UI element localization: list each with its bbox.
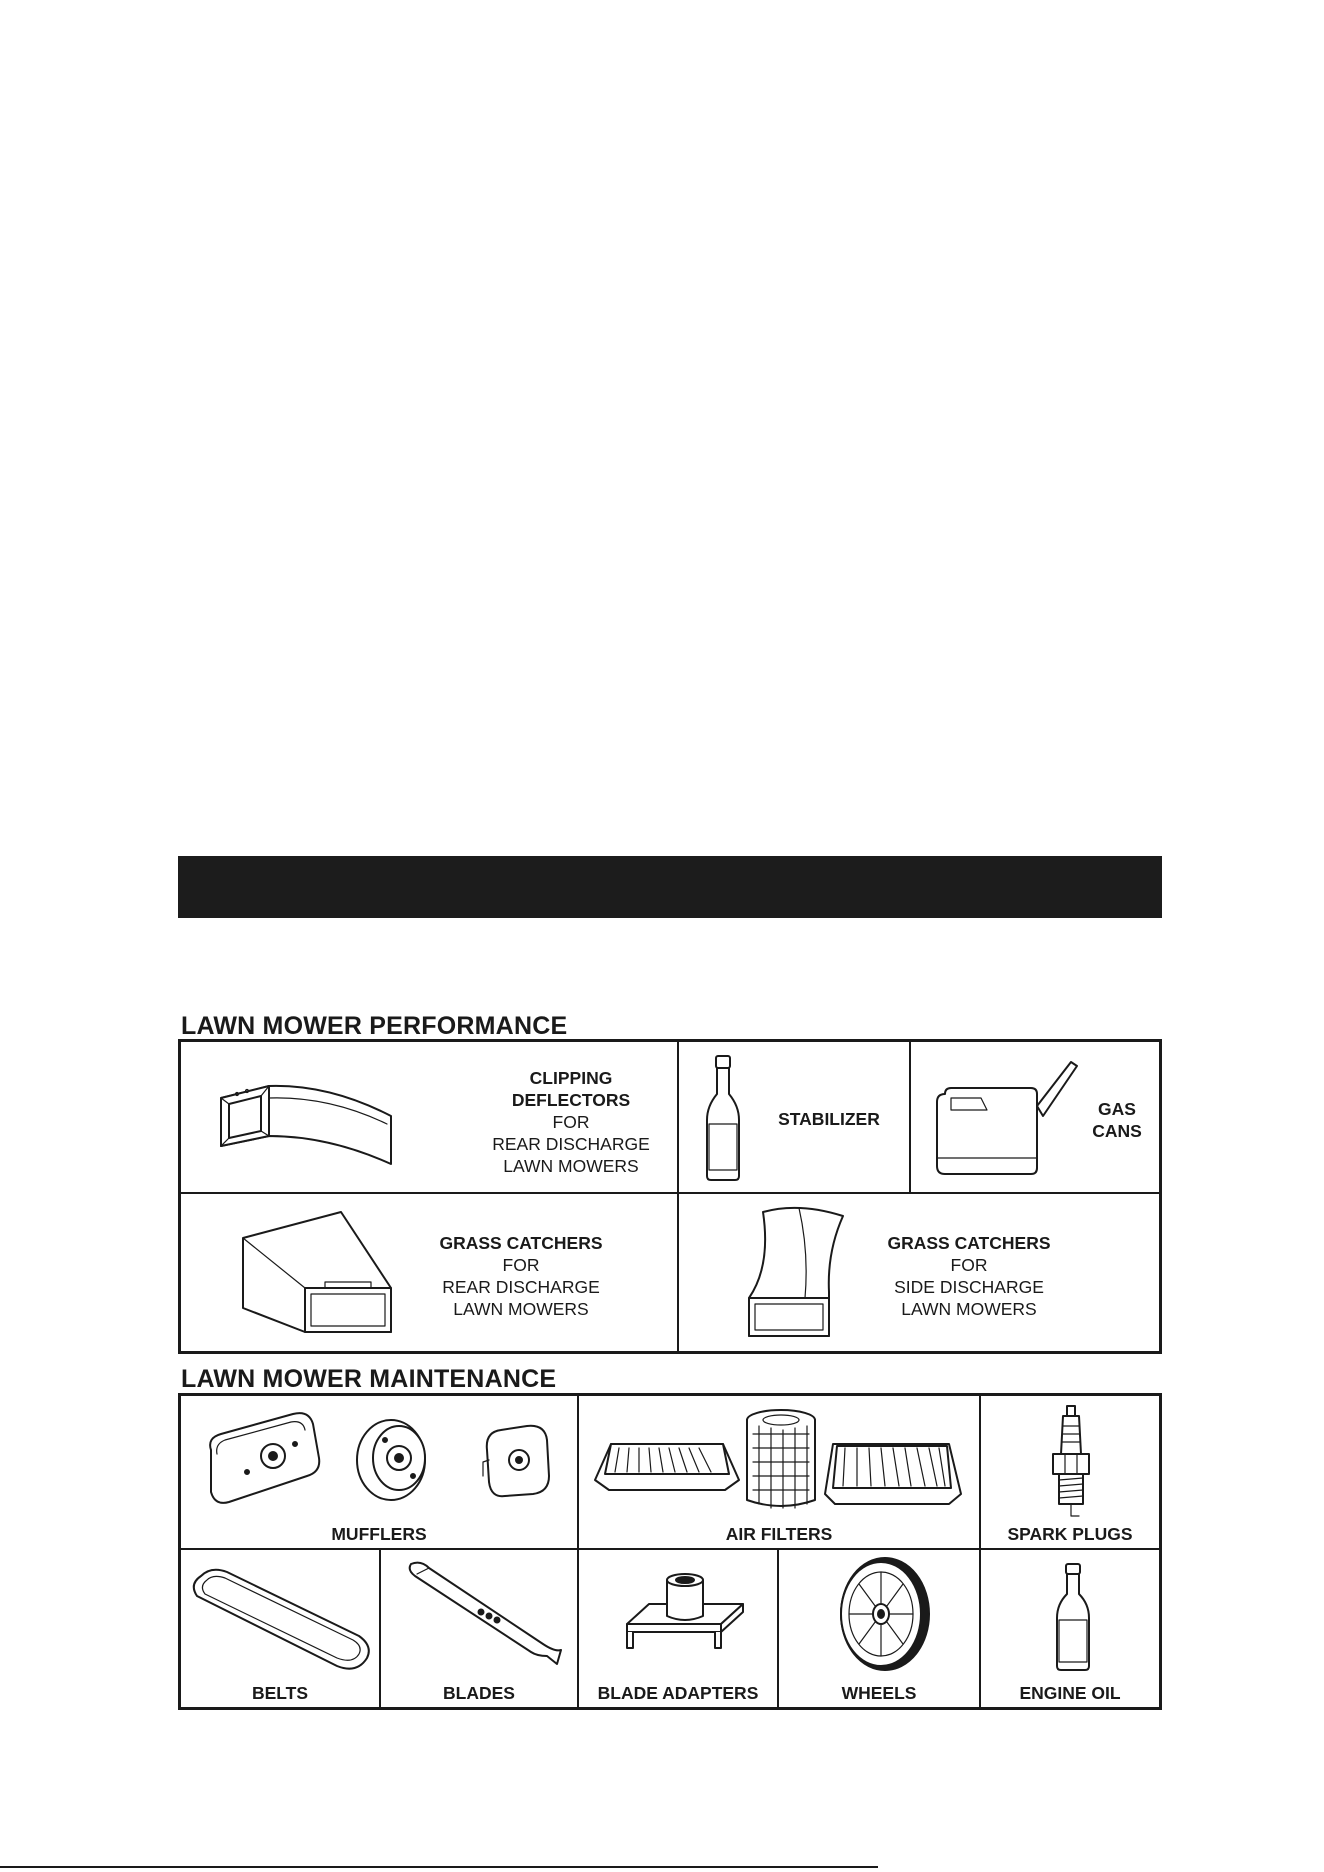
mufflers-cell [181,1396,579,1550]
side-catcher-title: GRASS CATCHERS [887,1233,1051,1253]
section-header-bar [178,856,1162,918]
blades-label: BLADES [443,1683,515,1703]
engine-oil-bottle-icon [1051,1562,1095,1672]
maintenance-grid [178,1393,1162,1710]
gas-title-2: CANS [1092,1121,1142,1141]
clipping-line-5: LAWN MOWERS [503,1156,639,1176]
wheels-label: WHEELS [841,1683,917,1703]
rear-catcher-line-2: FOR [502,1255,540,1275]
clipping-deflectors-cell [181,1042,679,1194]
performance-heading: LAWN MOWER PERFORMANCE [181,1012,568,1040]
clipping-title-2: DEFLECTORS [511,1090,631,1110]
blade-adapters-cell [579,1550,779,1707]
air-filter-icons [593,1404,969,1524]
gas-can-icon [931,1058,1081,1178]
performance-grid [178,1039,1162,1354]
side-catcher-line-4: LAWN MOWERS [901,1299,1037,1319]
belts-label: BELTS [251,1683,309,1703]
engine-oil-label: ENGINE OIL [1019,1683,1121,1703]
rear-catcher-title: GRASS CATCHERS [439,1233,603,1253]
rear-catcher-line-3: REAR DISCHARGE [442,1277,600,1297]
side-grass-catcher-cell [679,1194,1159,1351]
maintenance-heading: LAWN MOWER MAINTENANCE [181,1365,557,1393]
rear-grass-catcher-cell [181,1194,679,1351]
clipping-title-1: CLIPPING [529,1068,613,1088]
air-filters-cell [579,1396,981,1550]
belt-icon [187,1562,377,1672]
spark-plug-icon [1049,1404,1093,1524]
wheel-icon [835,1556,931,1674]
blade-icon [407,1560,567,1670]
wheels-cell [779,1550,981,1707]
stabilizer-title: STABILIZER [778,1109,880,1129]
spark-plugs-cell [981,1396,1159,1550]
clipping-deflector-icon [219,1076,399,1166]
blade-adapters-label: BLADE ADAPTERS [597,1683,759,1703]
stabilizer-cell [679,1042,911,1194]
muffler-icons [201,1410,561,1520]
side-grass-catcher-icon [739,1202,859,1342]
gas-title-1: GAS [1098,1099,1136,1119]
footer-rule [0,1866,878,1868]
blades-cell [381,1550,579,1707]
rear-grass-catcher-icon [241,1208,401,1340]
mufflers-label: MUFFLERS [331,1524,427,1544]
gas-cans-cell [911,1042,1159,1194]
spark-plugs-label: SPARK PLUGS [1007,1524,1133,1544]
belts-cell [181,1550,381,1707]
air-filters-label: AIR FILTERS [725,1524,833,1544]
blade-adapter-icon [619,1566,749,1666]
engine-oil-cell [981,1550,1159,1707]
clipping-line-3: FOR [552,1112,590,1132]
rear-catcher-line-4: LAWN MOWERS [453,1299,589,1319]
stabilizer-bottle-icon [703,1054,743,1182]
side-catcher-line-3: SIDE DISCHARGE [894,1277,1044,1297]
side-catcher-line-2: FOR [950,1255,988,1275]
clipping-line-4: REAR DISCHARGE [492,1134,650,1154]
